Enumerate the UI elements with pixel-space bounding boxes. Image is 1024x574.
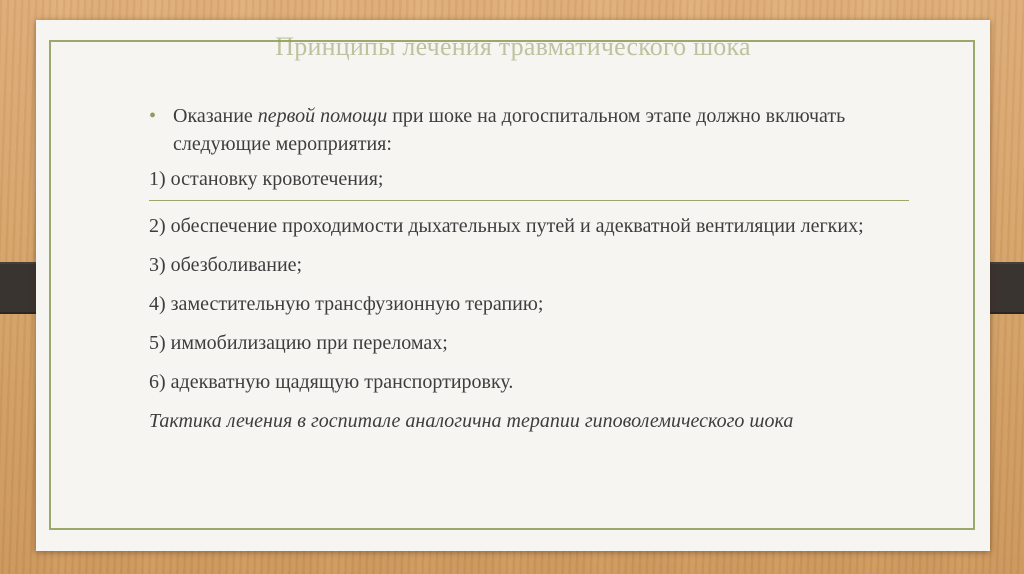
- list-item: 4) заместительную трансфузионную терапию;: [149, 293, 544, 315]
- divider-line: [149, 200, 909, 201]
- list-item: 2) обеспечение проходимости дыхательных путей и адекватной вентиляции легких;: [149, 215, 864, 237]
- list-item: 3) обезболивание;: [149, 254, 303, 276]
- slide-content: [149, 102, 929, 435]
- bullet-dot-icon: •: [149, 105, 157, 127]
- treatment-note: Тактика лечения в госпитале аналогична терапии гиповолемического шока: [149, 410, 794, 432]
- intro-text-start: Оказание: [173, 105, 258, 127]
- list-item: 5) иммобилизацию при переломах;: [149, 332, 448, 354]
- list-item: 1) остановку кровотечения;: [149, 168, 384, 190]
- intro-emphasis: первой помощи: [257, 105, 388, 127]
- list-item: 6) адекватную щадящую транспортировку.: [149, 371, 514, 393]
- slide-card: [36, 20, 990, 551]
- intro-paragraph: [149, 102, 929, 158]
- intro-text-end: при шоке на догоспитальном этапе должно включать следующие мероприятия:: [173, 105, 846, 155]
- slide-title: Принципы лечения травматического шока: [275, 32, 751, 61]
